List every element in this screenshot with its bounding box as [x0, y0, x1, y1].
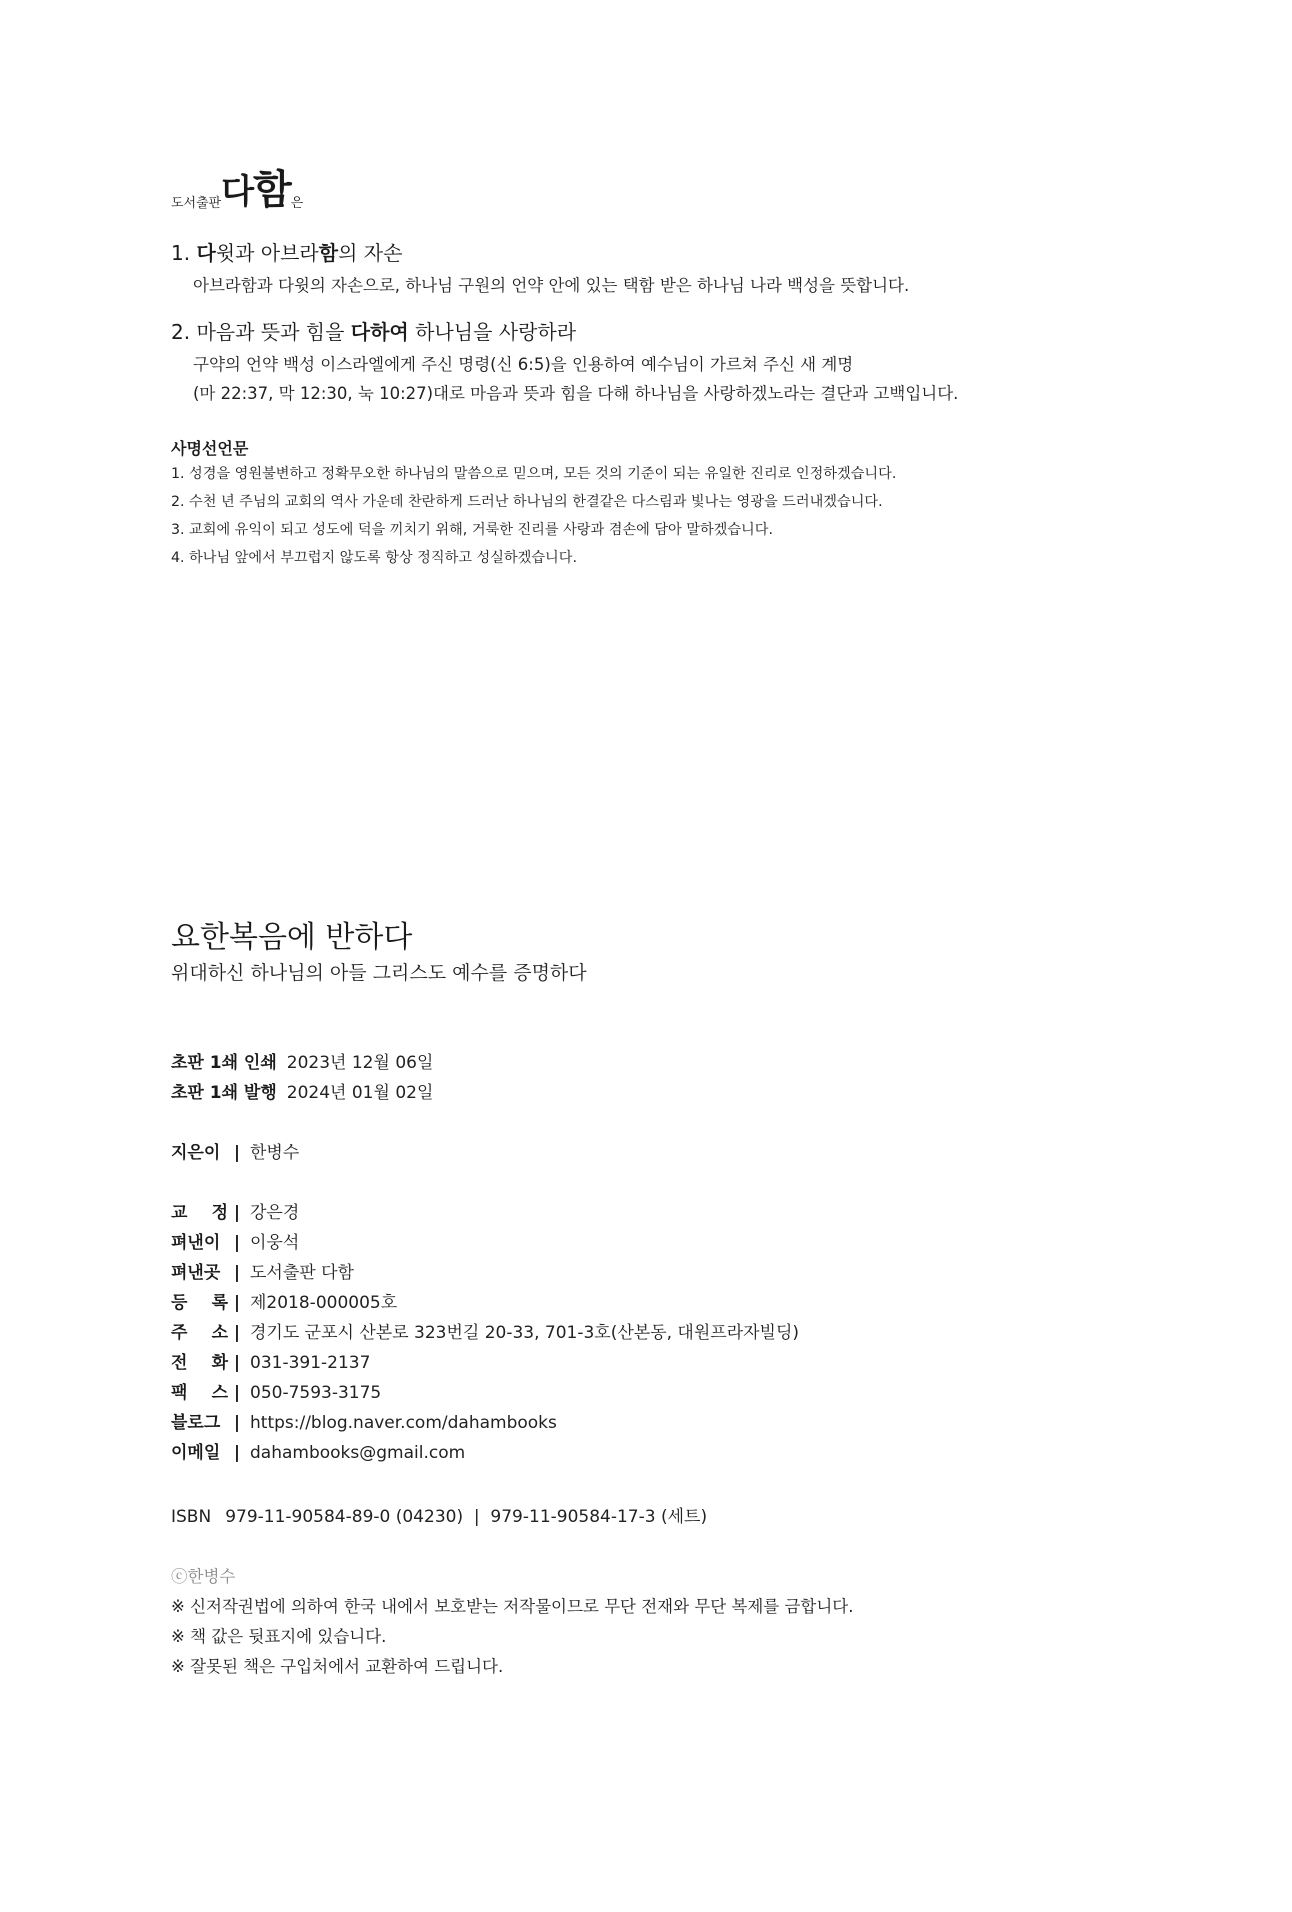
print-value: 2023년 12월 06일 — [286, 1053, 434, 1073]
logo-da: 다 — [221, 172, 254, 212]
mission-1-heading: 1. 다윗과 아브라함의 자손 — [171, 241, 403, 265]
publish-label: 초판 1쇄 발행 — [171, 1083, 277, 1103]
colophon-row: 주 소 | 경기도 군포시 산본로 323번길 20-33, 701-3호(산본동, 대원프라자빌딩) — [171, 1323, 800, 1343]
author-row: 지은이 | 한병수 — [171, 1138, 299, 1163]
book-subtitle: 위대하신 하나님의 아들 그리스도 예수를 증명하다 — [171, 962, 587, 984]
colophon-row: 이메일 | dahambooks@gmail.com — [171, 1443, 466, 1463]
colophon-row: 블로그 | https://blog.naver.com/dahambooks — [171, 1413, 557, 1433]
logo-prefix: 도서출판 — [171, 196, 222, 211]
colophon-row: 펴낸이 | 이웅석 — [171, 1233, 300, 1253]
isbn-label: ISBN — [171, 1507, 212, 1527]
author-label: 지은이 — [171, 1143, 221, 1163]
publish-date-row — [171, 1078, 433, 1103]
declaration-item: 1. 성경을 영원불변하고 정확무오한 하나님의 말씀으로 믿으며, 모든 것의 기준이 되는 유일한 진리로 인정하겠습니다. — [171, 466, 897, 482]
declaration-title: 사명선언문 — [171, 439, 249, 458]
mission-2-desc-line-1: 구약의 언약 백성 이스라엘에게 주신 명령(신 6:5)을 인용하여 예수님이 가르쳐 주신 새 계명 — [193, 355, 854, 374]
notice-line: ※ 잘못된 책은 구입처에서 교환하여 드립니다. — [171, 1657, 504, 1676]
colophon-row: 등 록 | 제2018-000005호 — [171, 1293, 398, 1313]
mission-2-desc-line-2: (마 22:37, 막 12:30, 눅 10:27)대로 마음과 뜻과 힘을 다해 하나님을 사랑하겠노라는 결단과 고백입니다. — [193, 384, 959, 403]
copyright: ⓒ한병수 — [171, 1567, 236, 1586]
colophon-row: 팩 스 | 050-7593-3175 — [171, 1383, 382, 1403]
isbn-line — [171, 1502, 707, 1527]
publish-value: 2024년 01월 02일 — [286, 1083, 434, 1103]
logo-ham: 함 — [253, 167, 291, 213]
notice-line: ※ 신저작권법에 의하여 한국 내에서 보호받는 저작물이므로 무단 전재와 무단 복제를 금합니다. — [171, 1597, 854, 1616]
email-address: dahambooks@gmail.com — [250, 1443, 466, 1463]
notice-line: ※ 책 값은 뒷표지에 있습니다. — [171, 1627, 387, 1646]
publisher-logo — [171, 167, 304, 218]
colophon-row: 교 정 | 강은경 — [171, 1203, 300, 1223]
book-title: 요한복음에 반하다 — [171, 920, 413, 955]
print-label: 초판 1쇄 인쇄 — [171, 1053, 277, 1073]
mission-1-desc: 아브라함과 다윗의 자손으로, 하나님 구원의 언약 안에 있는 택함 받은 하나님 나라 백성을 뜻합니다. — [193, 276, 910, 295]
colophon-row: 펴낸곳 | 도서출판 다함 — [171, 1263, 354, 1283]
colophon-row: 전 화 | 031-391-2137 — [171, 1353, 371, 1373]
author-value: 한병수 — [250, 1143, 300, 1163]
declaration-item: 2. 수천 년 주님의 교회의 역사 가운데 찬란하게 드러난 하나님의 한결같은 다스림과 빛나는 영광을 드러내겠습니다. — [171, 494, 883, 510]
isbn-value: 979-11-90584-89-0 (04230) | 979-11-90584-17-3 (세트) — [225, 1507, 708, 1527]
declaration-item: 3. 교회에 유익이 되고 성도에 덕을 끼치기 위해, 거룩한 진리를 사랑과 겸손에 담아 말하겠습니다. — [171, 522, 773, 538]
logo-suffix: 은 — [290, 196, 304, 211]
logo-name — [221, 167, 291, 213]
blog-url: https://blog.naver.com/dahambooks — [250, 1413, 557, 1433]
mission-2-heading: 2. 마음과 뜻과 힘을 다하여 하나님을 사랑하라 — [171, 320, 577, 344]
declaration-item: 4. 하나님 앞에서 부끄럽지 않도록 항상 정직하고 성실하겠습니다. — [171, 550, 577, 566]
print-date-row — [171, 1048, 433, 1073]
